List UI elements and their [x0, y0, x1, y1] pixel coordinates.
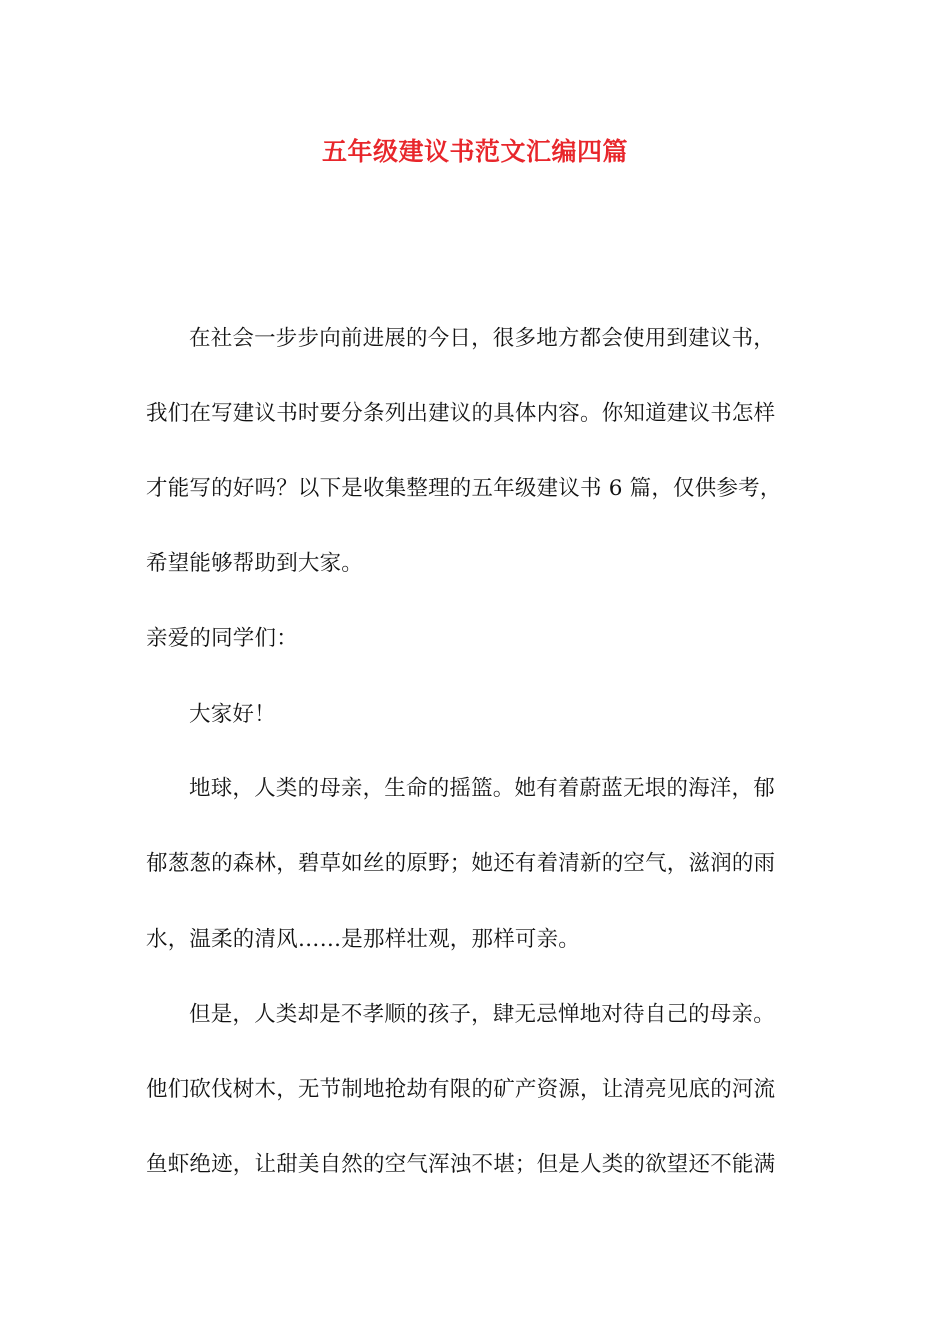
text-line: 才能写的好吗？以下是收集整理的五年级建议书 6 篇，仅供参考， [146, 476, 782, 501]
text-line: 他们砍伐树木，无节制地抢劫有限的矿产资源，让清亮见底的河流 [146, 1077, 776, 1102]
text-line: 地球，人类的母亲，生命的摇篮。她有着蔚蓝无垠的海洋，郁 [189, 776, 775, 801]
text-line: 郁葱葱的森林，碧草如丝的原野；她还有着清新的空气，滋润的雨 [146, 851, 776, 876]
greeting: 大家好！ [189, 702, 276, 727]
text-line: 我们在写建议书时要分条列出建议的具体内容。你知道建议书怎样 [146, 401, 776, 426]
document-title: 五年级建议书范文汇编四篇 [321, 137, 628, 166]
text-line: 在社会一步步向前进展的今日，很多地方都会使用到建议书， [189, 326, 775, 351]
text-line: 但是，人类却是不孝顺的孩子，肆无忌惮地对待自己的母亲。 [189, 1002, 775, 1027]
text-line: 希望能够帮助到大家。 [146, 551, 364, 576]
text-line: 水，温柔的清风……是那样壮观，那样可亲。 [146, 927, 581, 952]
text-line: 鱼虾绝迹，让甜美自然的空气浑浊不堪；但是人类的欲望还不能满 [146, 1152, 776, 1177]
salutation: 亲爱的同学们： [146, 626, 298, 651]
